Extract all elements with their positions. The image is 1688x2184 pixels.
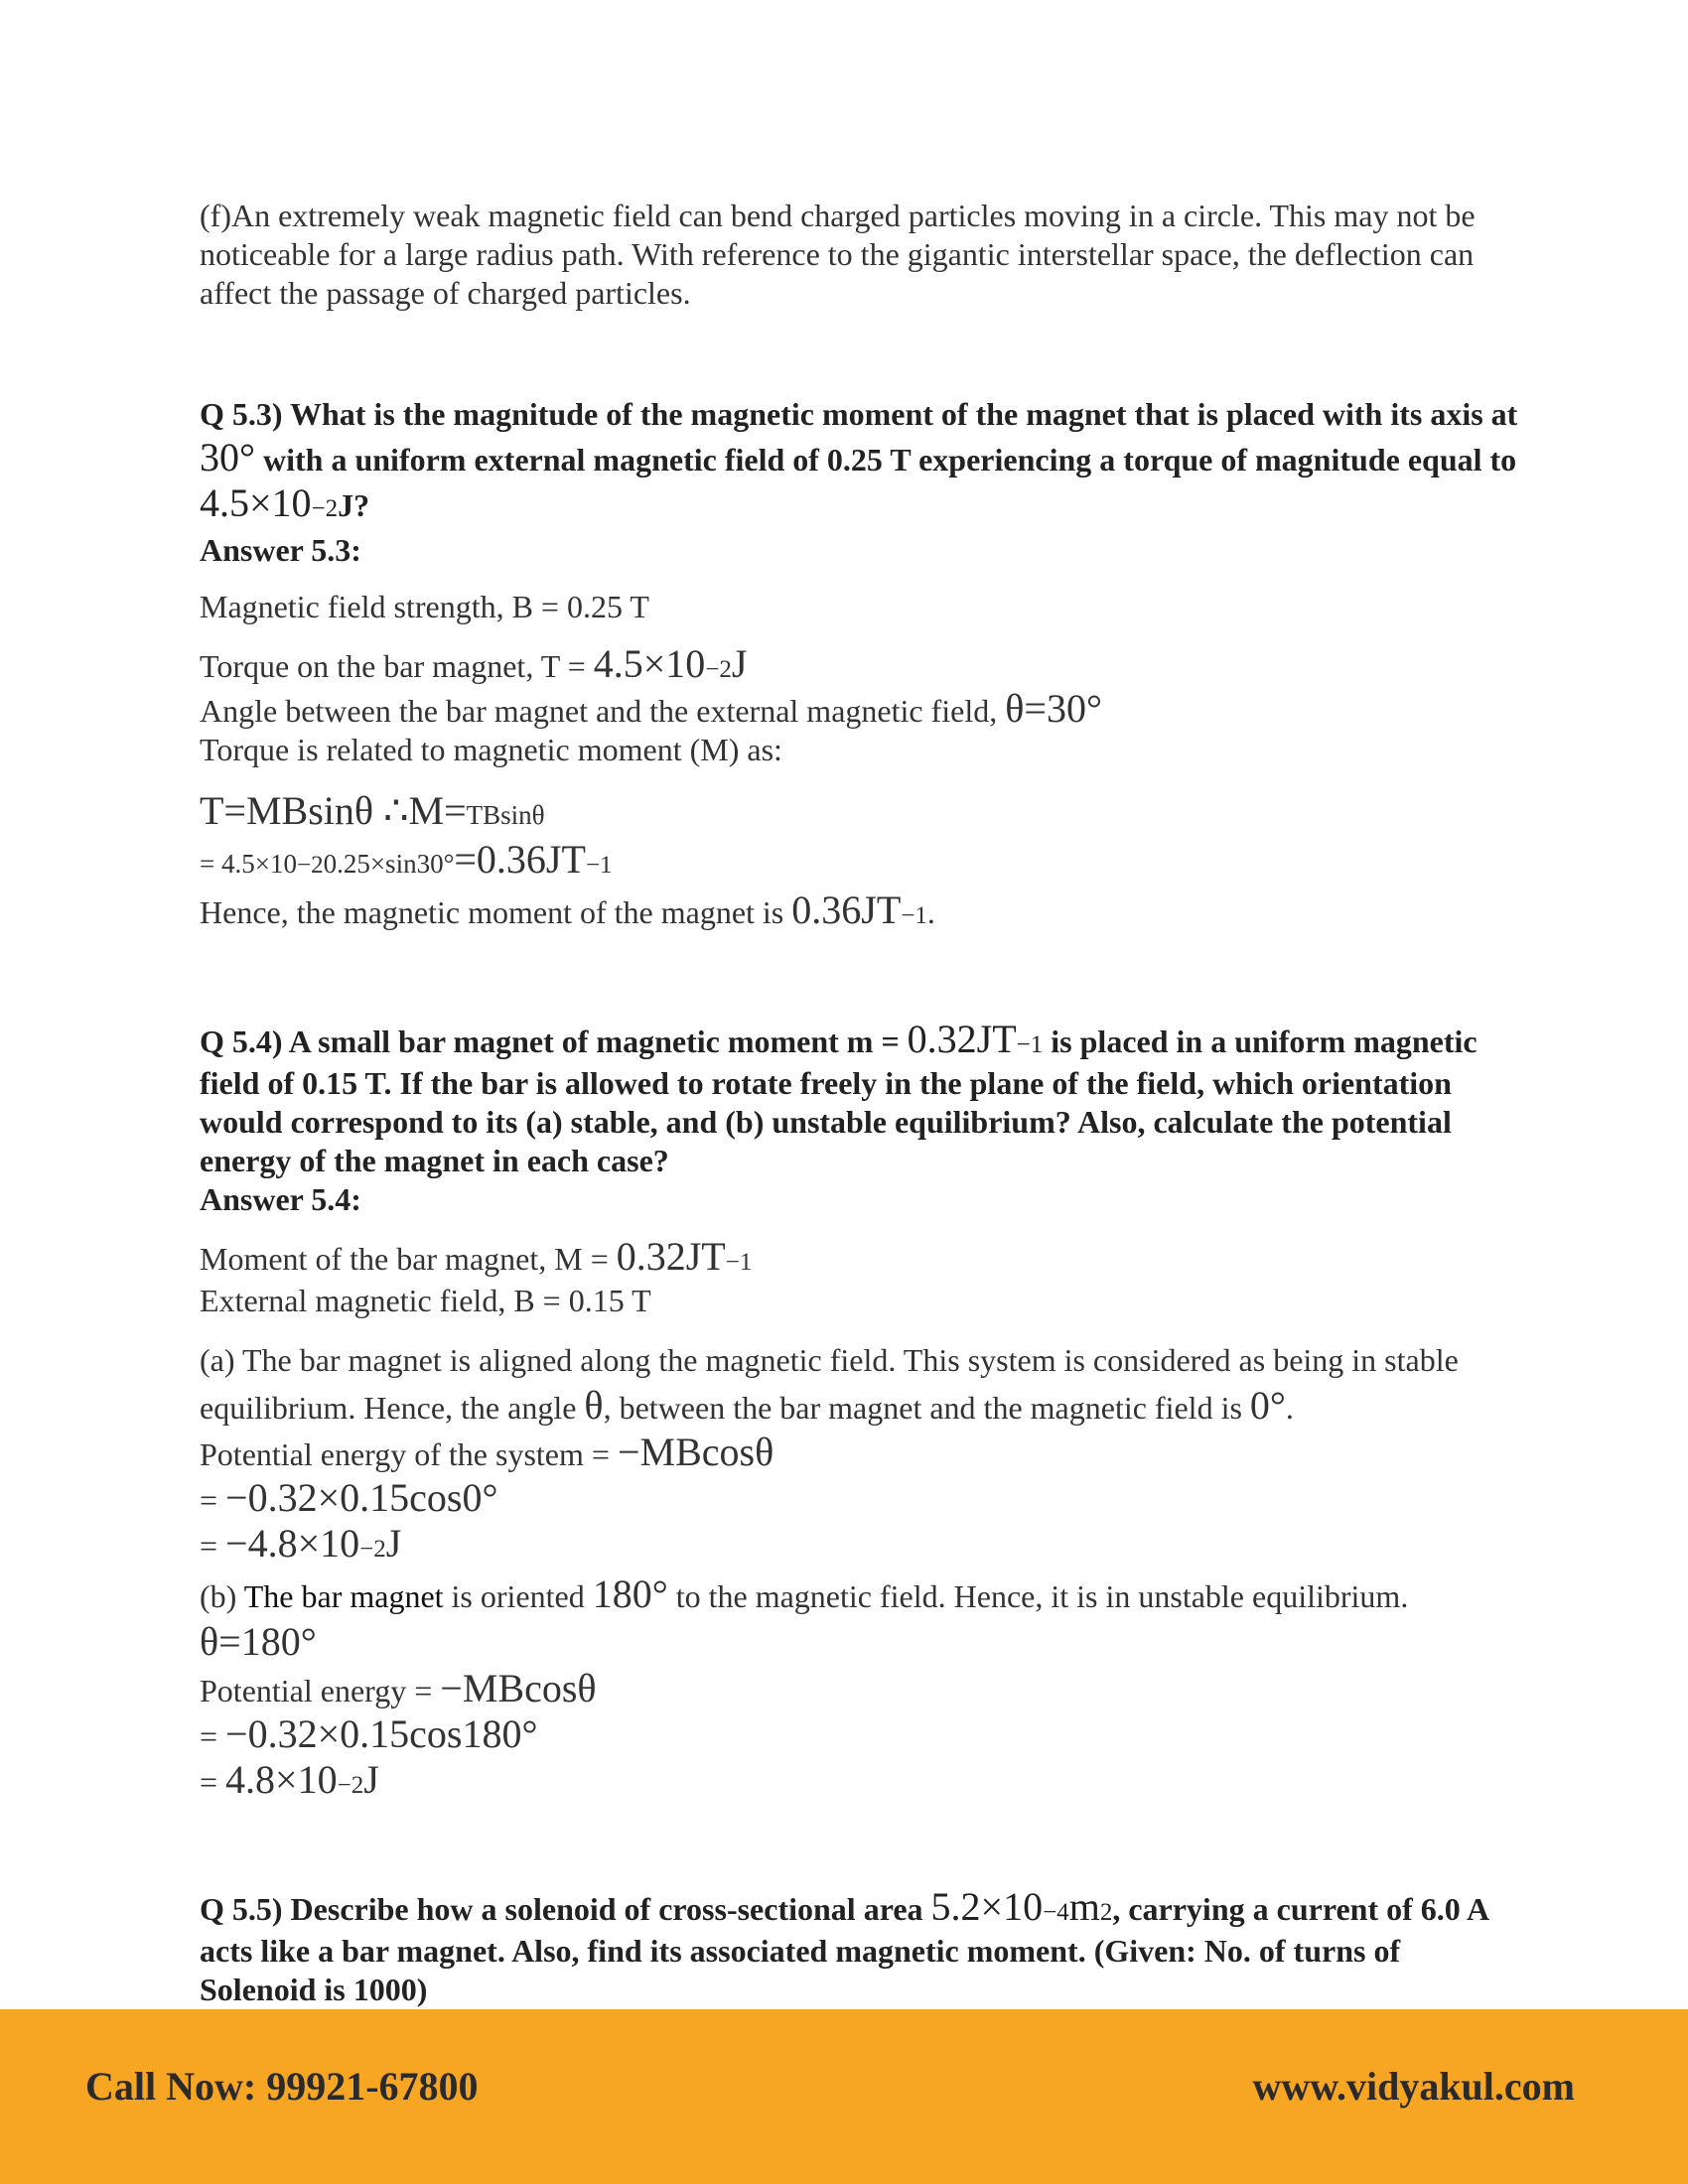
calculation-line: = 4.5×10−20.25×sin30°=0.36JT−1	[200, 837, 613, 882]
part-a-text: (a) The bar magnet is aligned along the magnetic field. This system is considered as being in stable equilibrium. Hence, the angle θ, between the bar magnet and the magnetic field is 0°.	[200, 1342, 1459, 1428]
relation-line: Torque is related to magnetic moment (M) as:	[200, 732, 782, 767]
torque-line: Torque on the bar magnet, T = 4.5×10−2J	[200, 641, 748, 686]
part-b-pe-line: Potential energy = −MBcosθ	[200, 1666, 597, 1710]
formula-line: T=MBsinθ ∴M=TBsinθ	[200, 788, 545, 833]
paragraph-f: (f)An extremely weak magnetic field can bend charged particles moving in a circle. This may not be noticeable for a large radius path. With reference to the gigantic interstellar space, the deflection can affect the passage of charged particles.	[200, 198, 1476, 311]
question-5-4: Q 5.4) A small bar magnet of magnetic moment m = 0.32JT−1 is placed in a uniform magnetic field of 0.15 T. If the bar is allowed to rotate freely in the plane of the field, which orientation would correspond to its (a) stable, and (b) unstable equilibrium? Also, calculate the potential energy of the magnet in each case?	[200, 1017, 1477, 1178]
question-5-3: Q 5.3) What is the magnitude of the magnetic moment of the magnet that is placed with its axis at 30° with a uniform external magnetic field of 0.25 T experiencing a torque of magnitude equal to 4.5×10−2J?	[200, 396, 1518, 525]
page-content	[200, 197, 1520, 2048]
part-a-eq2: = −4.8×10−2J	[200, 1521, 402, 1566]
footer-banner	[0, 2009, 1688, 2184]
moment-line: Moment of the bar magnet, M = 0.32JT−1	[200, 1234, 753, 1279]
answer-label-5-3: Answer 5.3:	[200, 532, 361, 568]
call-now-text: Call Now: 99921-67800	[85, 2064, 479, 2109]
external-field-line: External magnetic field, B = 0.15 T	[200, 1283, 651, 1318]
field-strength-line: Magnetic field strength, B = 0.25 T	[200, 589, 649, 624]
part-b-eq1: = −0.32×0.15cos180°	[200, 1711, 538, 1756]
answer-label-5-4: Answer 5.4:	[200, 1181, 361, 1217]
question-5-5: Q 5.5) Describe how a solenoid of cross-sectional area 5.2×10−4m2, carrying a current of 6.0 A acts like a bar magnet. Also, find its associated magnetic moment. (Given: No. of turns of Solenoid is 1000)	[200, 1884, 1488, 2007]
website-link[interactable]: www.vidyakul.com	[1252, 2064, 1575, 2109]
part-b-text: (b) The bar magnet is oriented 180° to the magnetic field. Hence, it is in unstable equilibrium. θ=180°	[200, 1571, 1409, 1664]
angle-line: Angle between the bar magnet and the external magnetic field, θ=30°	[200, 686, 1102, 731]
conclusion-line: Hence, the magnetic moment of the magnet is 0.36JT−1.	[200, 887, 935, 932]
part-a-pe-line: Potential energy of the system = −MBcosθ	[200, 1430, 774, 1474]
part-b-eq2: = 4.8×10−2J	[200, 1757, 379, 1802]
part-a-eq1: = −0.32×0.15cos0°	[200, 1475, 498, 1520]
